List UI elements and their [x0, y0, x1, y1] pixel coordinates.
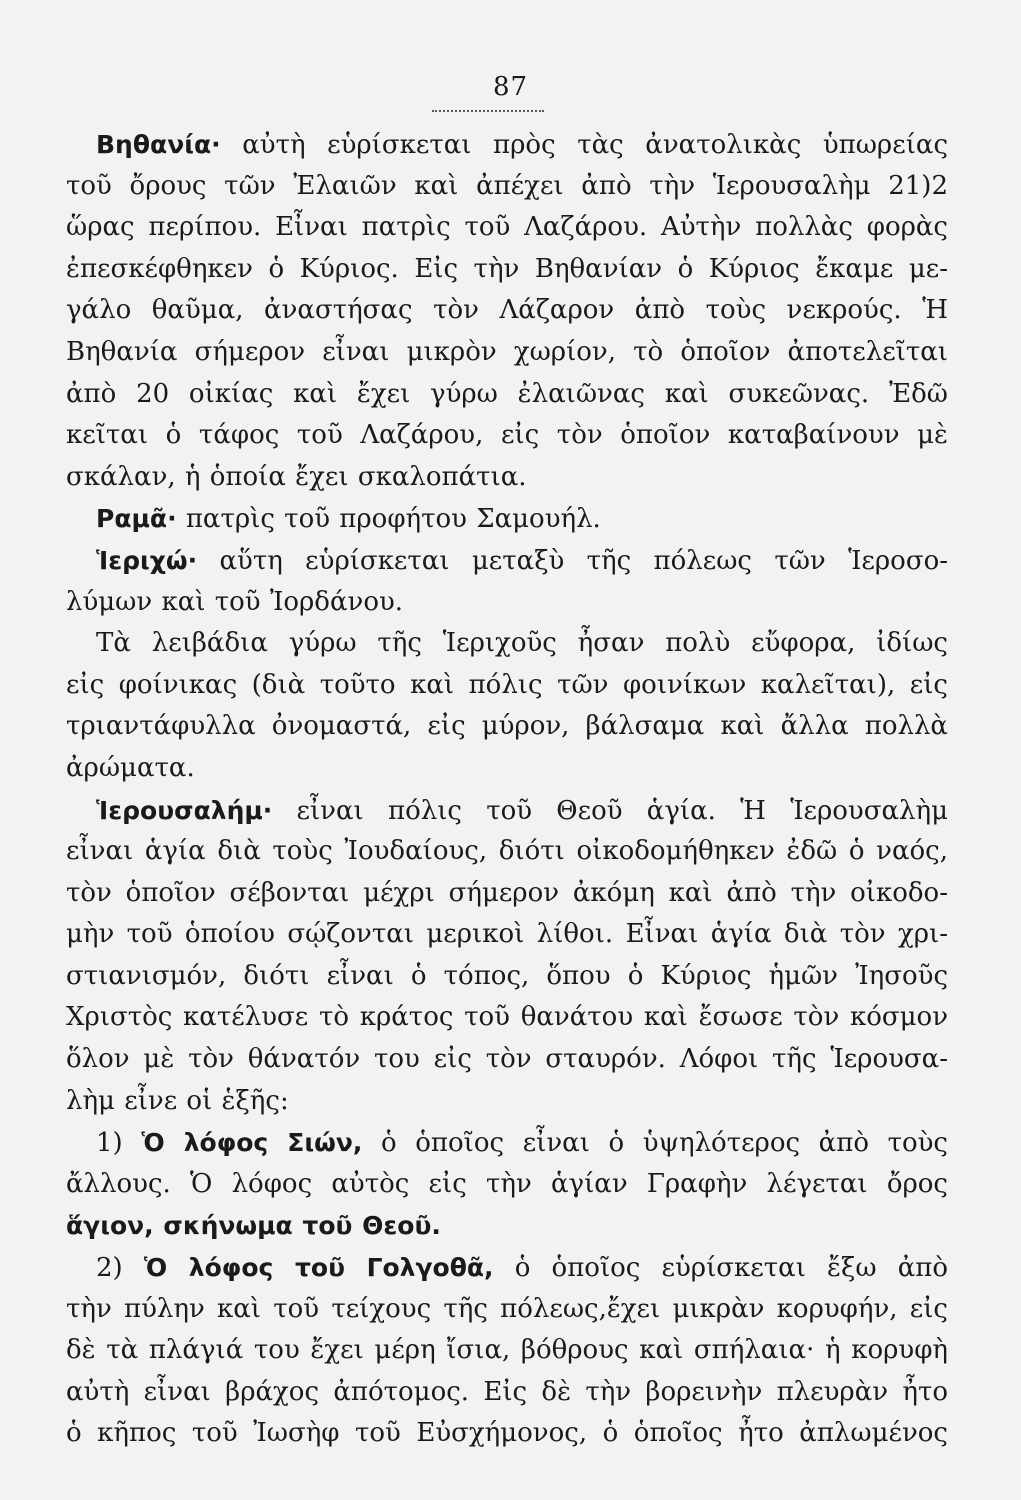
text-line: [66, 1205, 948, 1247]
page-number-rule: [432, 110, 544, 112]
page-number: 87: [492, 72, 529, 102]
text-line: [66, 498, 948, 540]
text-line: ὅλον μὲ τὸν θάνατόν του εἰς τὸν σταυρόν. Λόφοι τῆς Ἱερουσα-: [66, 1044, 948, 1075]
hill-heading-zion: Ὁ λόφος Σιών,: [141, 1128, 363, 1158]
text-line: εἰς φοίνικας (διὰ τοῦτο καὶ πόλις τῶν φοινίκων καλεῖται), εἰς: [66, 669, 948, 700]
text-line: ἀπὸ 20 οἰκίας καὶ ἔχει γύρω ἐλαιῶνας καὶ συκεῶνας. Ἐδῶ: [66, 378, 948, 409]
text-line: τοῦ ὄρους τῶν Ἐλαιῶν καὶ ἀπέχει ἀπὸ τὴν Ἱερουσαλὴμ 21)2: [66, 170, 948, 201]
text-line: ὁ κῆπος τοῦ Ἰωσὴφ τοῦ Εὐσχήμονος, ὁ ὁποῖος ἦτο ἀπλωμένος: [66, 1418, 948, 1449]
text-line: [66, 540, 948, 582]
text-line: εἶναι ἁγία διὰ τοὺς Ἰουδαίους, διότι οἰκοδομήθηκεν ἐδῶ ὁ ναός,: [66, 836, 948, 867]
text-line: [66, 1122, 948, 1164]
text-line: λύμων καὶ τοῦ Ἰορδάνου.: [66, 586, 404, 617]
text-line: [66, 124, 948, 166]
text-line: σκάλαν, ἡ ὁποία ἔχει σκαλοπάτια.: [66, 461, 527, 492]
text-line: [66, 1247, 948, 1289]
text-line: στιανισμόν, διότι εἶναι ὁ τόπος, ὅπου ὁ Κύριος ἡμῶν Ἰησοῦς: [66, 960, 948, 991]
text-line: ὥρας περίπου. Εἶναι πατρὶς τοῦ Λαζάρου. Αὐτὴν πολλὰς φορὰς: [66, 212, 948, 243]
text-line: κεῖται ὁ τάφος τοῦ Λαζάρου, εἰς τὸν ὁποῖον καταβαίνουν μὲ: [66, 420, 948, 451]
line-text: ὁ ὁποῖος εἶναι ὁ ὑψηλότερος ἀπὸ τοὺς: [381, 1128, 948, 1159]
list-number: 2): [96, 1253, 123, 1284]
text-line: μὴν τοῦ ὁποίου σῴζονται μερικοὶ λίθοι. Εἶναι ἁγία διὰ τὸν χρι-: [66, 919, 948, 950]
text-line: δὲ τὰ πλάγιά του ἔχει μέρη ἴσια, βόθρους καὶ σπήλαια· ἡ κορυφὴ: [66, 1335, 948, 1366]
entry-heading-rama: Ραμᾶ·: [96, 504, 177, 534]
text-line: τὴν πύλην καὶ τοῦ τείχους τῆς πόλεως,ἔχει μικρὰν κορυφήν, εἰς: [66, 1293, 948, 1324]
entry-heading-jerusalem: Ἱερουσαλήμ·: [96, 795, 273, 825]
entry-heading-bethany: Βηθανία·: [96, 130, 221, 159]
list-number: 1): [96, 1128, 123, 1159]
text-line: [66, 790, 948, 832]
text-line: Βηθανία σήμερον εἶναι μικρὸν χωρίον, τὸ ὁποῖον ἀποτελεῖται: [66, 336, 948, 367]
text-line: ἄλλους. Ὁ λόφος αὐτὸς εἰς τὴν ἁγίαν Γραφὴν λέγεται ὄρος: [66, 1168, 948, 1199]
line-text: εἶναι πόλις τοῦ Θεοῦ ἁγία. Ἡ Ἱερουσαλὴμ: [296, 795, 948, 826]
text-line: ἀρώματα.: [66, 752, 195, 783]
line-text: ὁ ὁποῖος εὑρίσκεται ἔξω ἀπὸ: [514, 1253, 948, 1284]
text-line: Τὰ λειβάδια γύρω τῆς Ἱεριχοῦς ἦσαν πολὺ εὔφορα, ἰδίως: [96, 628, 948, 659]
entry-heading-jericho: Ἱεριχώ·: [96, 545, 198, 575]
line-text: αὕτη εὑρίσκεται μεταξὺ τῆς πόλεως τῶν Ἱεροσο-: [219, 545, 948, 576]
text-line: ἐπεσκέφθηκεν ὁ Κύριος. Εἰς τὴν Βηθανίαν ὁ Κύριος ἔκαμε με-: [66, 253, 948, 284]
text-line: τὸν ὁποῖον σέβονται μέχρι σήμερον ἀκόμη καὶ ἀπὸ τὴν οἰκοδο-: [66, 877, 948, 908]
text-line: τριαντάφυλλα ὀνομαστά, εἰς μύρον, βάλσαμα καὶ ἄλλα πολλὰ: [66, 711, 948, 742]
text-line: λὴμ εἶνε οἱ ἑξῆς:: [66, 1085, 289, 1116]
text-line: Χριστὸς κατέλυσε τὸ κράτος τοῦ θανάτου καὶ ἔσωσε τὸν κόσμον: [66, 1002, 948, 1033]
line-text: αὐτὴ εὑρίσκεται πρὸς τὰς ἀνατολικὰς ὑπωρείας: [242, 130, 948, 160]
line-text: πατρὶς τοῦ προφήτου Σαμουήλ.: [185, 504, 601, 535]
text-line: γάλο θαῦμα, ἀναστήσας τὸν Λάζαρον ἀπὸ τοὺς νεκρούς. Ἡ: [66, 295, 948, 326]
bold-phrase: ἅγιον, σκήνωμα τοῦ Θεοῦ.: [66, 1211, 441, 1241]
text-line: αὐτὴ εἶναι βράχος ἀπότομος. Εἰς δὲ τὴν βορεινὴν πλευρὰν ἦτο: [66, 1376, 948, 1407]
body-text: [66, 124, 948, 1455]
hill-heading-golgotha: Ὁ λόφος τοῦ Γολγοθᾶ,: [143, 1253, 494, 1283]
